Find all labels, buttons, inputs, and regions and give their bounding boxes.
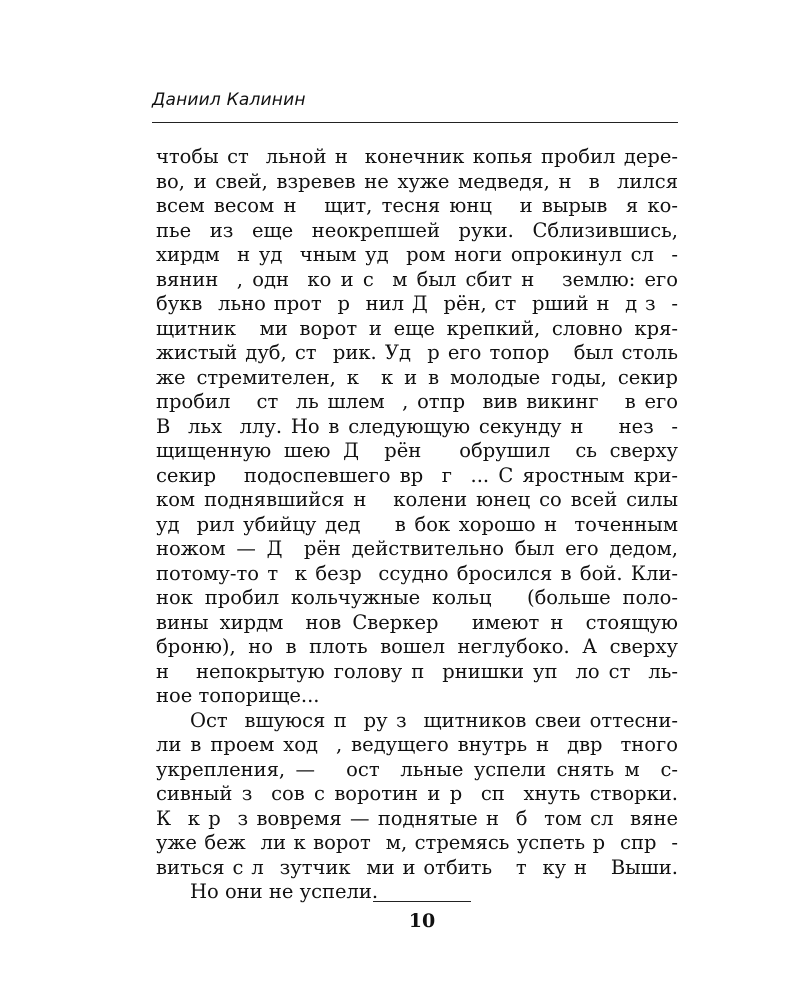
text-line: нок пробил кольчужные кольц (больше поло- bbox=[156, 586, 678, 609]
text-line: ли в проем ход , ведущего внутрь н двр тного bbox=[156, 733, 678, 756]
footer-rule bbox=[373, 901, 471, 902]
text-line: букв льно прот р нил Д рён, ст рший н д з - bbox=[156, 292, 678, 315]
body-text bbox=[156, 145, 678, 905]
text-line: пье из еще неокрепшей руки. Сблизившись, bbox=[156, 218, 678, 242]
text-line: К к р з вовремя — поднятые н б том сл вяне bbox=[156, 806, 678, 830]
text-line: н непокрытую голову п рнишки уп ло ст ль- bbox=[156, 659, 678, 683]
text-line: чтобы ст льной н конечник копья пробил дере- bbox=[156, 145, 678, 168]
text-line: хирдм н уд чным уд ром ноги опрокинул сл - bbox=[156, 243, 678, 266]
text-line: уже беж ли к ворот м, стремясь успеть р спр - bbox=[156, 831, 678, 854]
text-line: во, и свей, взревев не хуже медведя, н в лился bbox=[156, 169, 678, 193]
text-line: секир подоспевшего вр г ... С яростным кри- bbox=[156, 463, 678, 487]
text-line: ное топорище... bbox=[156, 684, 320, 707]
text-line: пробил ст ль шлем , отпр вив викинг в его bbox=[156, 390, 678, 413]
text-line: Но они не успели. bbox=[190, 880, 379, 903]
text-line: ком поднявшийся н колени юнец со всей силы bbox=[156, 488, 678, 511]
text-line: всем весом н щит, тесня юнц и вырыв я ко- bbox=[156, 194, 678, 217]
text-line: ножом — Д рён действительно был его дедом, bbox=[156, 537, 678, 560]
text-line: сивный з сов с воротин и р сп хнуть створки. bbox=[156, 782, 678, 805]
text-line: щитник ми ворот и еще крепкий, словно кря- bbox=[156, 316, 678, 340]
text-line: вянин , одн ко и с м был сбит н землю: его bbox=[156, 267, 678, 291]
text-line: потому-то т к безр ссудно бросился в бой. Кли- bbox=[156, 561, 678, 585]
header-rule bbox=[152, 122, 678, 123]
page-number: 10 bbox=[408, 910, 436, 932]
running-head: Даниил Калинин bbox=[152, 90, 306, 110]
text-line: же стремителен, к к и в молодые годы, секир bbox=[156, 365, 678, 389]
text-line: Ост вшуюся п ру з щитников свеи оттесни- bbox=[190, 708, 678, 732]
text-line: броню), но в плоть вошел неглубоко. А сверху bbox=[156, 635, 678, 658]
text-line: жистый дуб, ст рик. Уд р его топор был столь bbox=[156, 341, 678, 364]
text-line: вины хирдм нов Сверкер имеют н стоящую bbox=[156, 610, 678, 634]
text-line: В льх ллу. Но в следующую секунду н нез - bbox=[156, 414, 678, 438]
text-line: виться с л зутчик ми и отбить т ку н Выши. bbox=[156, 855, 678, 879]
text-line: уд рил убийцу дед в бок хорошо н точенным bbox=[156, 512, 678, 536]
text-line: щищенную шею Д рён обрушил сь сверху bbox=[156, 439, 678, 462]
text-line: укрепления, — ост льные успели снять м с- bbox=[156, 757, 678, 781]
